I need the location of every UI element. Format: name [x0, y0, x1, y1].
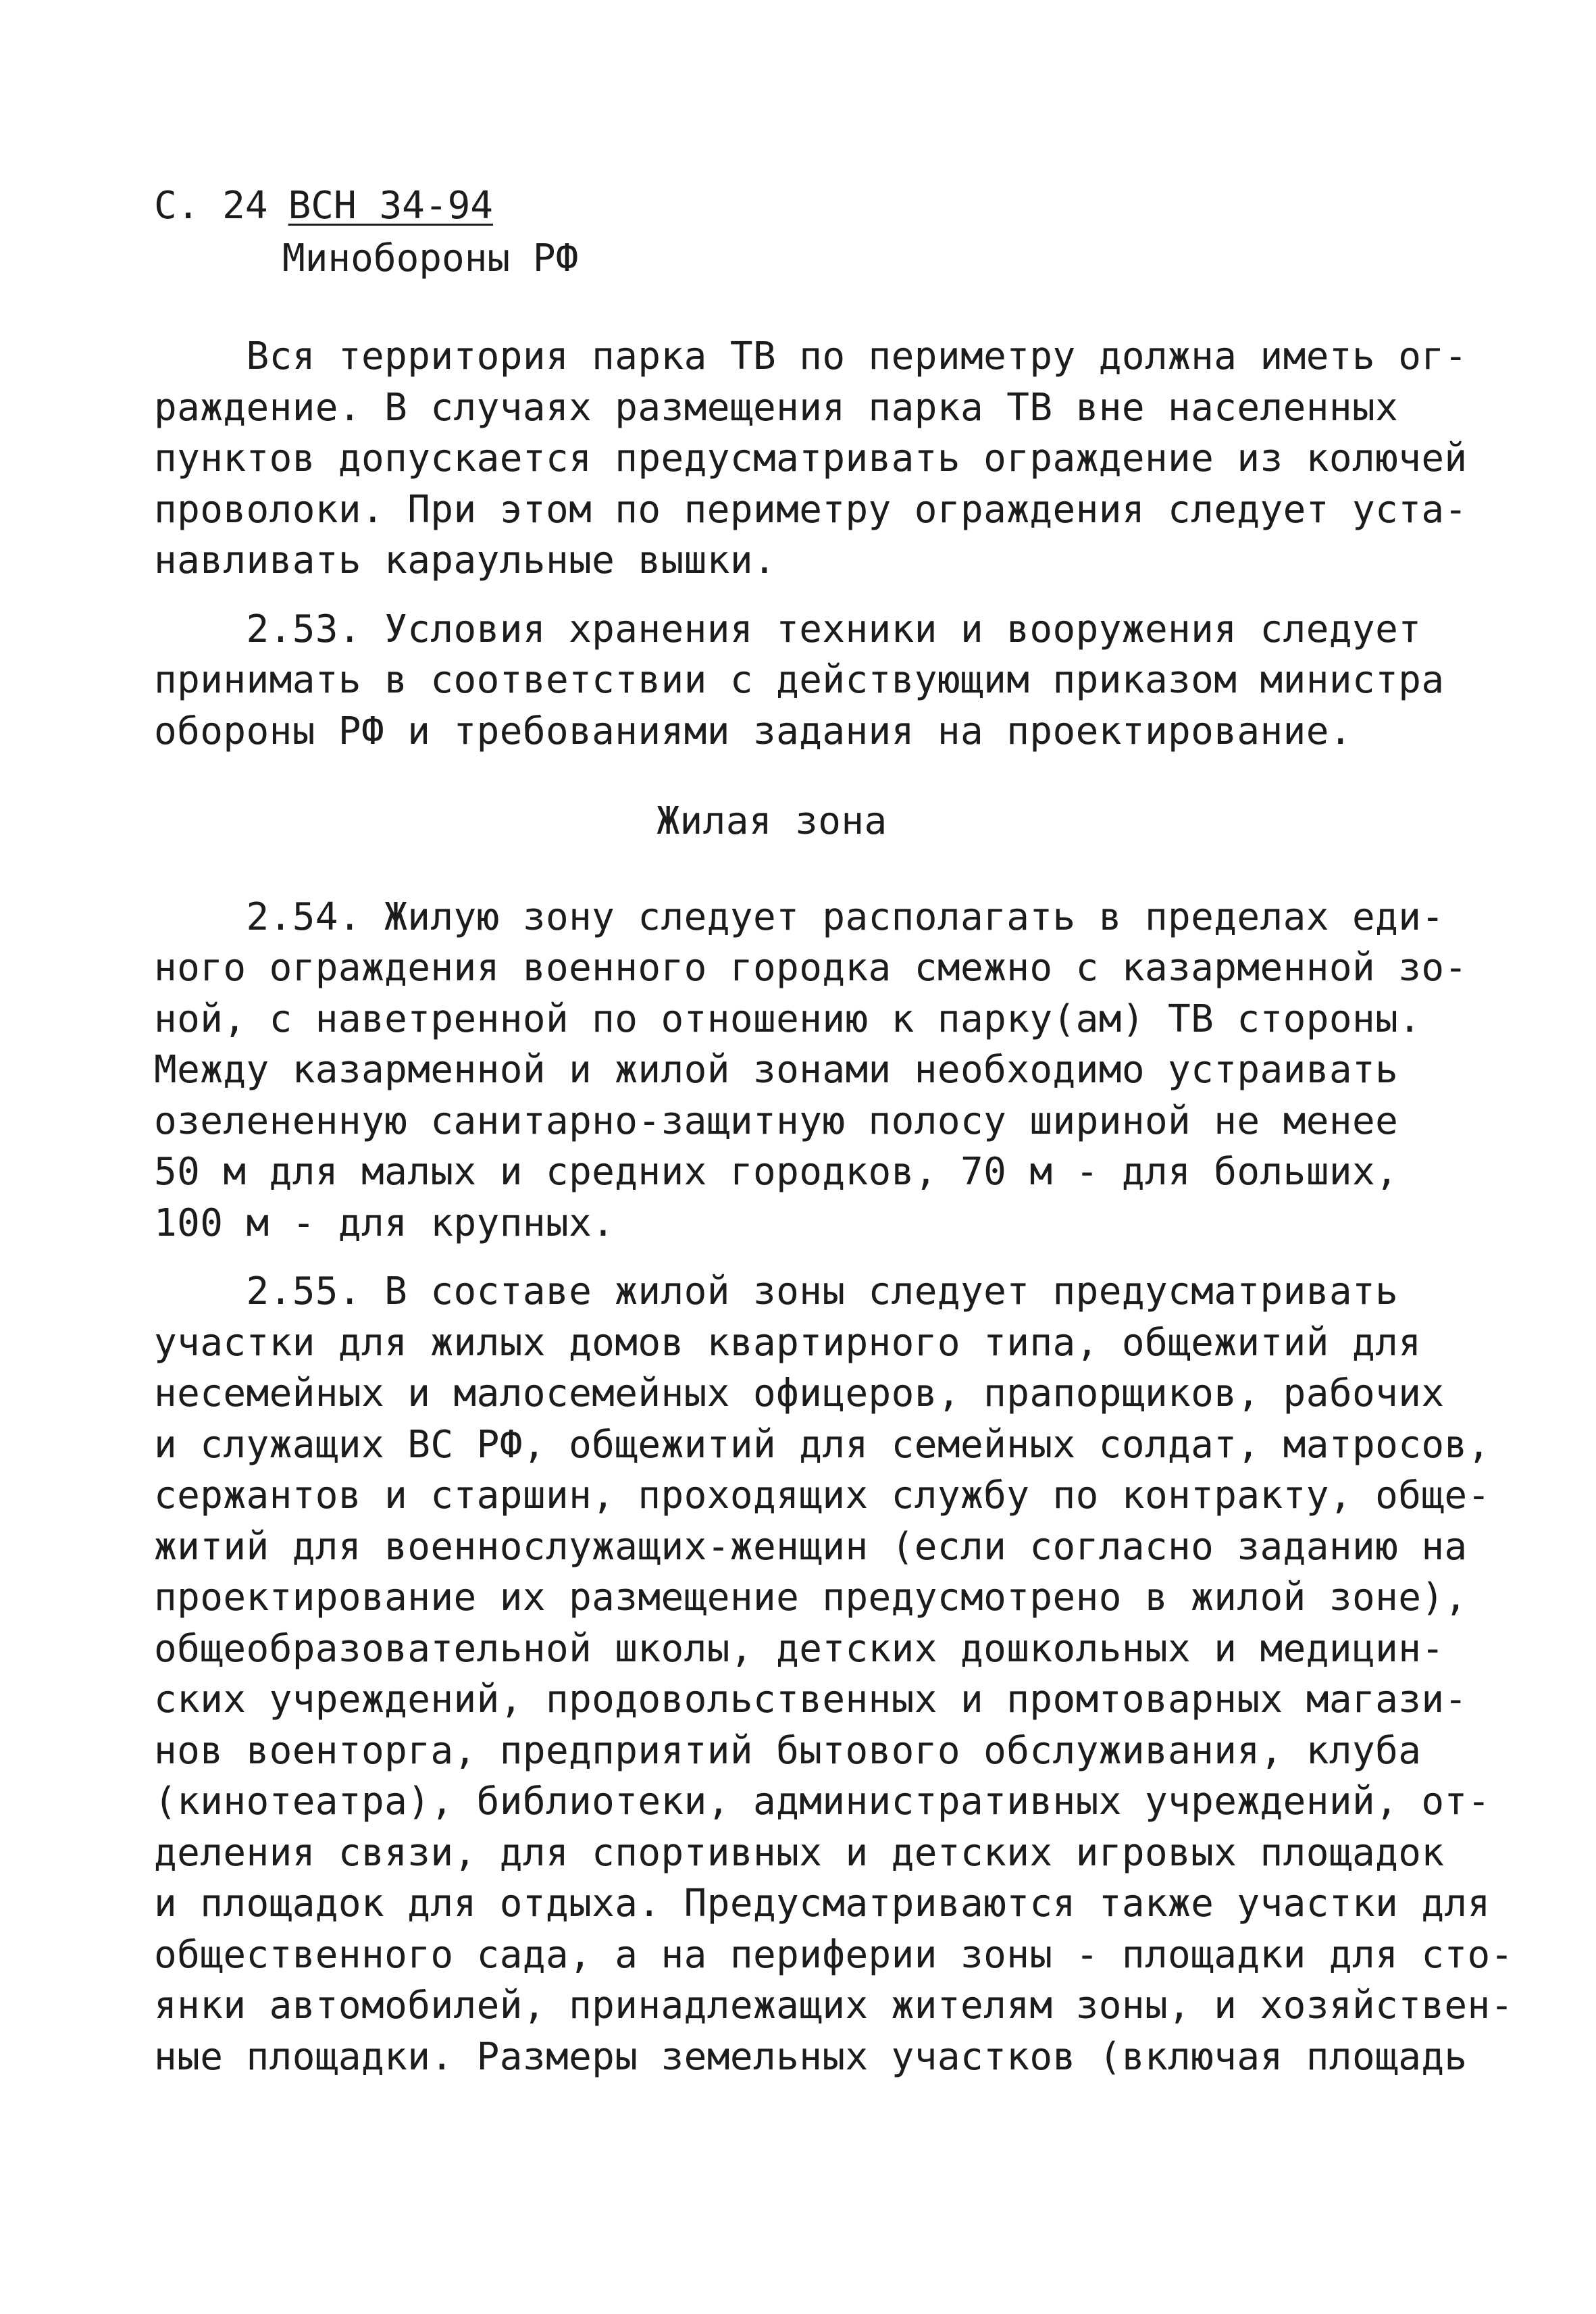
text-line: озелененную санитарно-защитную полосу шириной не менее [154, 1099, 1399, 1143]
paragraph-fence [154, 331, 1468, 586]
text-line: 2.54. Жилую зону следует располагать в пределах еди- [154, 895, 1445, 939]
text-line: 2.53. Условия хранения техники и вооружения следует [154, 607, 1422, 651]
text-line: сержантов и старшин, проходящих службу по контракту, обще- [154, 1474, 1491, 1517]
section-title: Жилая зона [657, 799, 887, 843]
text-line: проектирование их размещение предусмотрено в жилой зоне), [154, 1576, 1468, 1619]
ministry-name: Минобороны РФ [282, 236, 579, 280]
document-body [154, 331, 1514, 2100]
page-header [154, 181, 579, 280]
text-line: общественного сада, а на периферии зоны - площадки для сто- [154, 1932, 1514, 1977]
text-line: ного ограждения военного городка смежно с казарменной зо- [154, 946, 1468, 990]
text-line: и площадок для отдыха. Предусматриваются также участки для [154, 1882, 1491, 1926]
document-code: ВСН 34-94 [288, 184, 494, 228]
text-line: несемейных и малосемейных офицеров, прапорщиков, рабочих [154, 1372, 1445, 1415]
text-line: проволоки. При этом по периметру ограждения следует уста- [154, 487, 1468, 532]
text-line: ные площадки. Размеры земельных участков (включая площадь [154, 2034, 1468, 2079]
text-line: житий для военнослужащих-женщин (если согласно заданию на [154, 1524, 1468, 1569]
text-line: общеобразовательной школы, детских дошкольных и медицин- [154, 1626, 1445, 1671]
paragraph-2-53 [154, 604, 1445, 757]
text-line: раждение. В случаях размещения парка ТВ вне населенных [154, 385, 1399, 430]
paragraph-2-55 [154, 1266, 1514, 2082]
text-line: янки автомобилей, принадлежащих жителям зоны, и хозяйствен- [154, 1984, 1514, 2028]
page-number: С. 24 [154, 184, 268, 228]
text-line: Между казарменной и жилой зонами необходимо устраивать [154, 1048, 1399, 1092]
text-line: 100 м - для крупных. [154, 1201, 615, 1245]
paragraph-2-54 [154, 892, 1468, 1249]
text-line: (кинотеатра), библиотеки, административных учреждений, от- [154, 1780, 1491, 1823]
text-line: принимать в соответствии с действующим приказом министра [154, 658, 1445, 702]
text-line: ских учреждений, продовольственных и промтоварных магази- [154, 1678, 1468, 1721]
text-line: 50 м для малых и средних городков, 70 м - для больших, [154, 1150, 1399, 1194]
text-line: ной, с наветренной по отношению к парку(ам) ТВ стороны. [154, 997, 1422, 1041]
text-line: и служащих ВС РФ, общежитий для семейных солдат, матросов, [154, 1422, 1491, 1467]
text-line: участки для жилых домов квартирного типа, общежитий для [154, 1320, 1422, 1365]
text-line: пунктов допускается предусматривать ограждение из колючей [154, 436, 1468, 480]
text-line: навливать караульные вышки. [154, 538, 777, 582]
text-line: 2.55. В составе жилой зоны следует предусматривать [154, 1269, 1399, 1313]
text-line: нов военторга, предприятий бытового обслуживания, клуба [154, 1728, 1422, 1773]
text-line: Вся территория парка ТВ по периметру должна иметь ог- [154, 334, 1468, 378]
text-line: обороны РФ и требованиями задания на проектирование. [154, 709, 1352, 753]
text-line: деления связи, для спортивных и детских игровых площадок [154, 1830, 1445, 1875]
